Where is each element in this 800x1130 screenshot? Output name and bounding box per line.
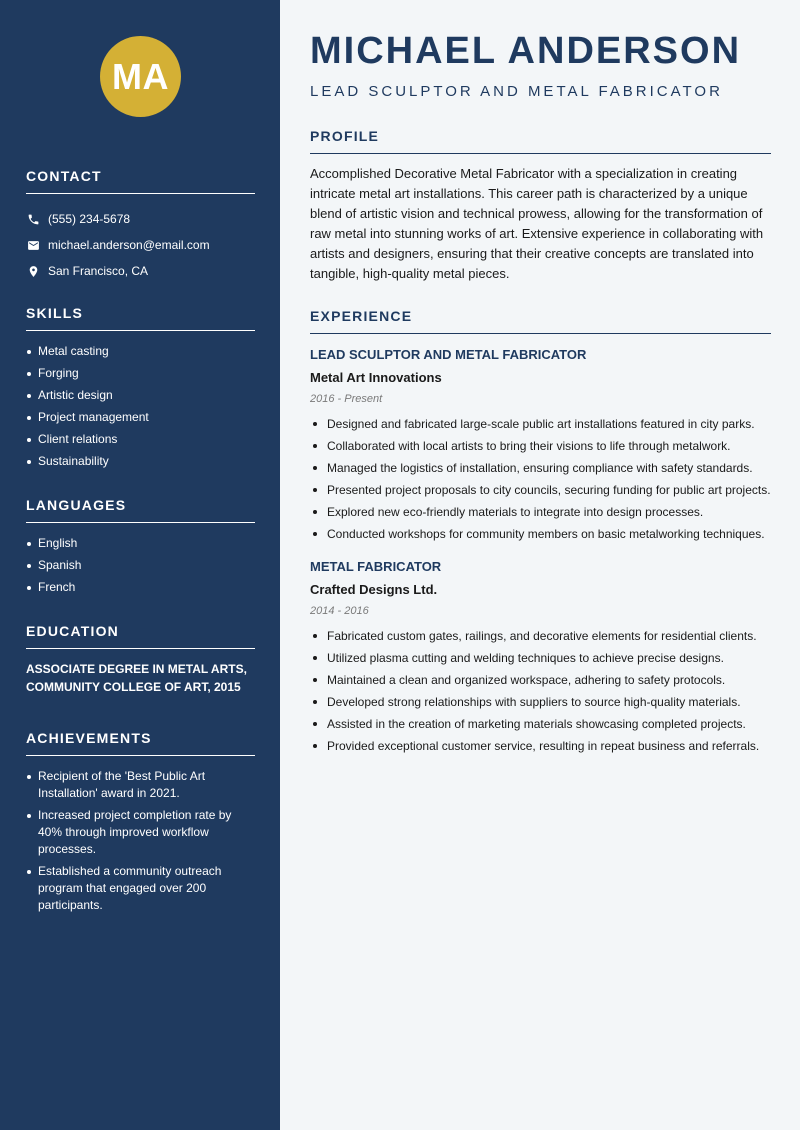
phone-text: (555) 234-5678 (48, 212, 131, 226)
job-bullet: Developed strong relationships with suppliers to source high-quality materials. (310, 693, 771, 711)
education-line: ASSOCIATE DEGREE IN METAL ARTS, (26, 662, 247, 676)
achievement-item: Increased project completion rate by 40% through improved workflow processes. (26, 807, 255, 858)
main-content (280, 0, 800, 1130)
contact-email (26, 232, 255, 258)
location-text: San Francisco, CA (48, 264, 149, 278)
job-role: LEAD SCULPTOR AND METAL FABRICATOR (310, 347, 587, 362)
education-line: COMMUNITY COLLEGE OF ART, 2015 (26, 679, 241, 694)
job-bullet: Conducted workshops for community members on basic metalworking techniques. (310, 525, 771, 543)
job-entry (310, 347, 771, 543)
contact-heading: CONTACT (26, 168, 255, 194)
skill-item: Sustainability (26, 453, 255, 470)
job-bullet: Provided exceptional customer service, resulting in repeat business and referrals. (310, 737, 771, 755)
location-pin-icon (26, 264, 40, 278)
job-bullet: Utilized plasma cutting and welding techniques to achieve precise designs. (310, 649, 771, 667)
education-degree (26, 661, 255, 696)
job-company: Crafted Designs Ltd. (310, 582, 438, 597)
mail-icon (26, 238, 40, 252)
job-role: METAL FABRICATOR (310, 559, 442, 574)
sidebar (0, 0, 280, 1130)
language-item: Spanish (26, 557, 255, 574)
job-dates: 2014 - 2016 (310, 605, 369, 617)
job-bullets (310, 627, 771, 755)
skill-item: Client relations (26, 431, 255, 448)
job-bullets (310, 415, 771, 543)
job-bullet: Fabricated custom gates, railings, and decorative elements for residential clients. (310, 627, 771, 645)
avatar (100, 36, 181, 117)
job-bullet: Collaborated with local artists to bring their visions to life through metalwork. (310, 437, 771, 455)
achievements-heading: ACHIEVEMENTS (26, 730, 255, 756)
contact-section (26, 168, 255, 284)
phone-icon (26, 212, 40, 226)
experience-heading: EXPERIENCE (310, 308, 771, 334)
achievement-item: Recipient of the 'Best Public Art Installation' award in 2021. (26, 768, 255, 802)
languages-list (26, 535, 255, 596)
skill-item: Project management (26, 409, 255, 426)
job-bullet: Maintained a clean and organized workspace, adhering to safety protocols. (310, 671, 771, 689)
contact-location (26, 258, 255, 284)
language-item: French (26, 579, 255, 596)
achievements-list (26, 768, 255, 914)
job-dates: 2016 - Present (310, 393, 383, 405)
job-bullet: Explored new eco-friendly materials to integrate into design processes. (310, 503, 771, 521)
experience-section (310, 308, 771, 771)
job-bullet: Assisted in the creation of marketing materials showcasing completed projects. (310, 715, 771, 733)
skills-list (26, 343, 255, 470)
contact-phone (26, 206, 255, 232)
avatar-initials: MA (112, 55, 169, 97)
education-section (26, 623, 255, 696)
job-bullet: Managed the logistics of installation, ensuring compliance with safety standards. (310, 459, 771, 477)
job-entry (310, 559, 771, 755)
languages-section (26, 497, 255, 601)
skill-item: Metal casting (26, 343, 255, 360)
languages-heading: LANGUAGES (26, 497, 255, 523)
job-company: Metal Art Innovations (310, 370, 442, 385)
skills-heading: SKILLS (26, 305, 255, 331)
profile-text: Accomplished Decorative Metal Fabricator with a specialization in creating intricate metal art installations. This career path is characterized by a unique blend of artistic vision and technical prowess, allowing for the transformation of raw metal into stunning works of art. Extensive experience in collaborating with artists and designers, ensuring that their creative concepts are translated into tangible, high-quality metal pieces. (310, 166, 764, 281)
candidate-name: MICHAEL ANDERSON (310, 30, 742, 72)
achievement-item: Established a community outreach program that engaged over 200 participants. (26, 863, 255, 914)
job-bullet: Presented project proposals to city councils, securing funding for public art projects. (310, 481, 771, 499)
skill-item: Forging (26, 365, 255, 382)
email-text: michael.anderson@email.com (48, 238, 210, 252)
achievements-section (26, 730, 255, 919)
candidate-title: LEAD SCULPTOR AND METAL FABRICATOR (310, 83, 723, 100)
language-item: English (26, 535, 255, 552)
profile-section (310, 128, 771, 284)
education-heading: EDUCATION (26, 623, 255, 649)
job-bullet: Designed and fabricated large-scale public art installations featured in city parks. (310, 415, 771, 433)
skills-section (26, 305, 255, 475)
profile-heading: PROFILE (310, 128, 771, 154)
skill-item: Artistic design (26, 387, 255, 404)
